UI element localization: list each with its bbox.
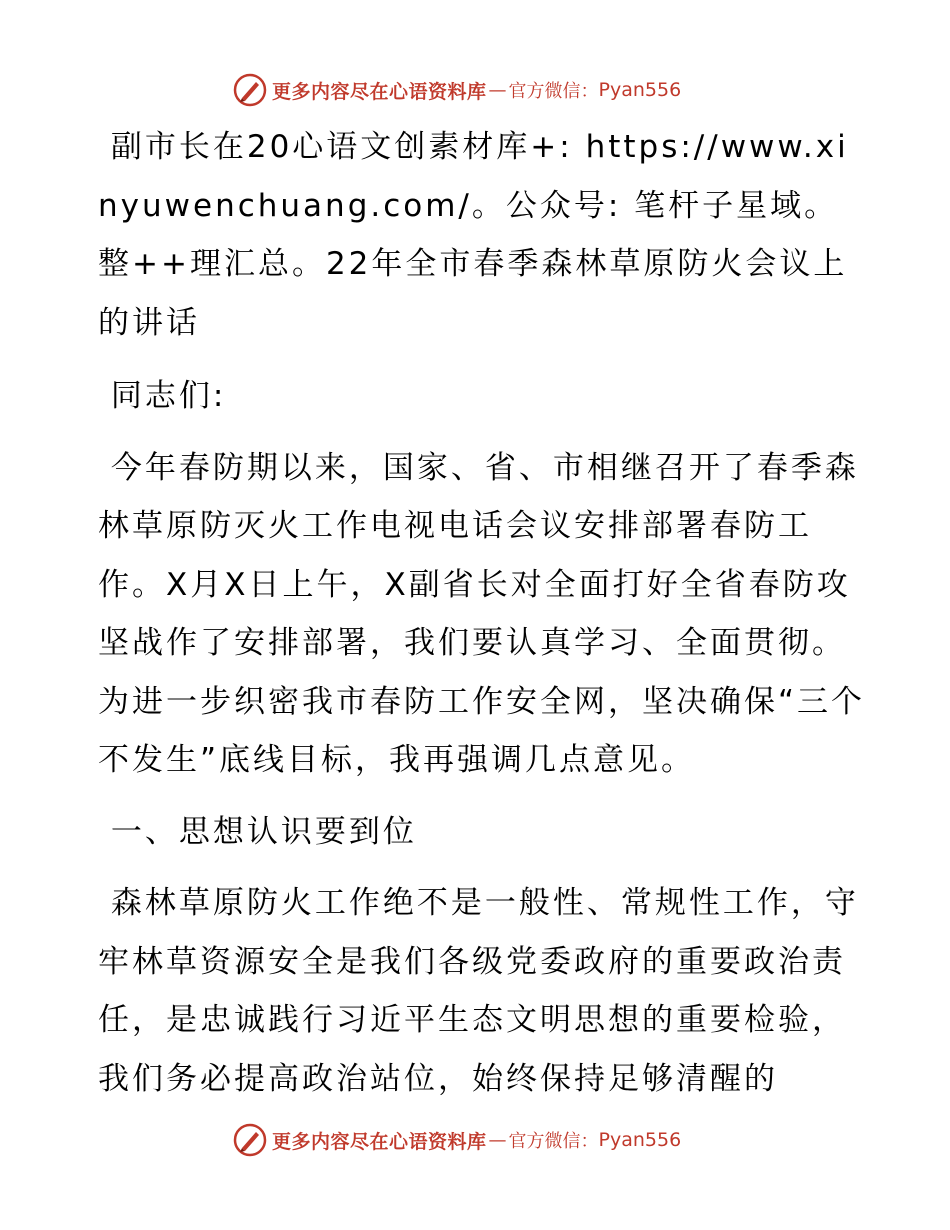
banner-wechat-id: Pyan556: [598, 79, 682, 101]
banner-text: 更多内容尽在心语资料库: [272, 80, 487, 103]
banner-wechat-id: Pyan556: [598, 1129, 682, 1151]
banner-text: 更多内容尽在心语资料库: [272, 1130, 487, 1153]
intro-paragraph: 今年春防期以来，国家、省、市相继召开了春季森林草原防灭火工作电视电话会议安排部署春防工作。X月X日上午，X副省长对全面打好全省春防攻坚战作了安排部署，我们要认真学习、全面贯彻。为进一步织密我市春防工作安全网，坚决确保“三个不发生”底线目标，我再强调几点意见。: [98, 449, 866, 778]
pen-logo-icon: [232, 1122, 268, 1158]
banner-separator: —: [488, 1129, 507, 1151]
document-title-paragraph: 副市长在20心语文创素材库+: https://www.xinyuwenchuang.com/。公众号: 笔杆子星域。整++理汇总。22年全市春季森林草原防火会议上的讲话: [98, 129, 849, 341]
section-heading: 一、思想认识要到位: [98, 813, 417, 850]
banner-wechat-label: 官方微信：: [508, 81, 599, 102]
document-body: [98, 118, 868, 1121]
banner-separator: —: [488, 79, 507, 101]
salutation-paragraph: 同志们:: [98, 378, 227, 414]
footer-watermark-banner: [232, 1120, 712, 1160]
body-paragraph: 森林草原防火工作绝不是一般性、常规性工作，守牢林草资源安全是我们各级党委政府的重要政治责任，是忠诚践行习近平生态文明思想的重要检验，我们务必提高政治站位，始终保持足够清醒的: [98, 885, 859, 1097]
pen-logo-icon: [232, 72, 268, 108]
banner-wechat-label: 官方微信：: [508, 1131, 599, 1152]
header-watermark-banner: [232, 70, 712, 110]
